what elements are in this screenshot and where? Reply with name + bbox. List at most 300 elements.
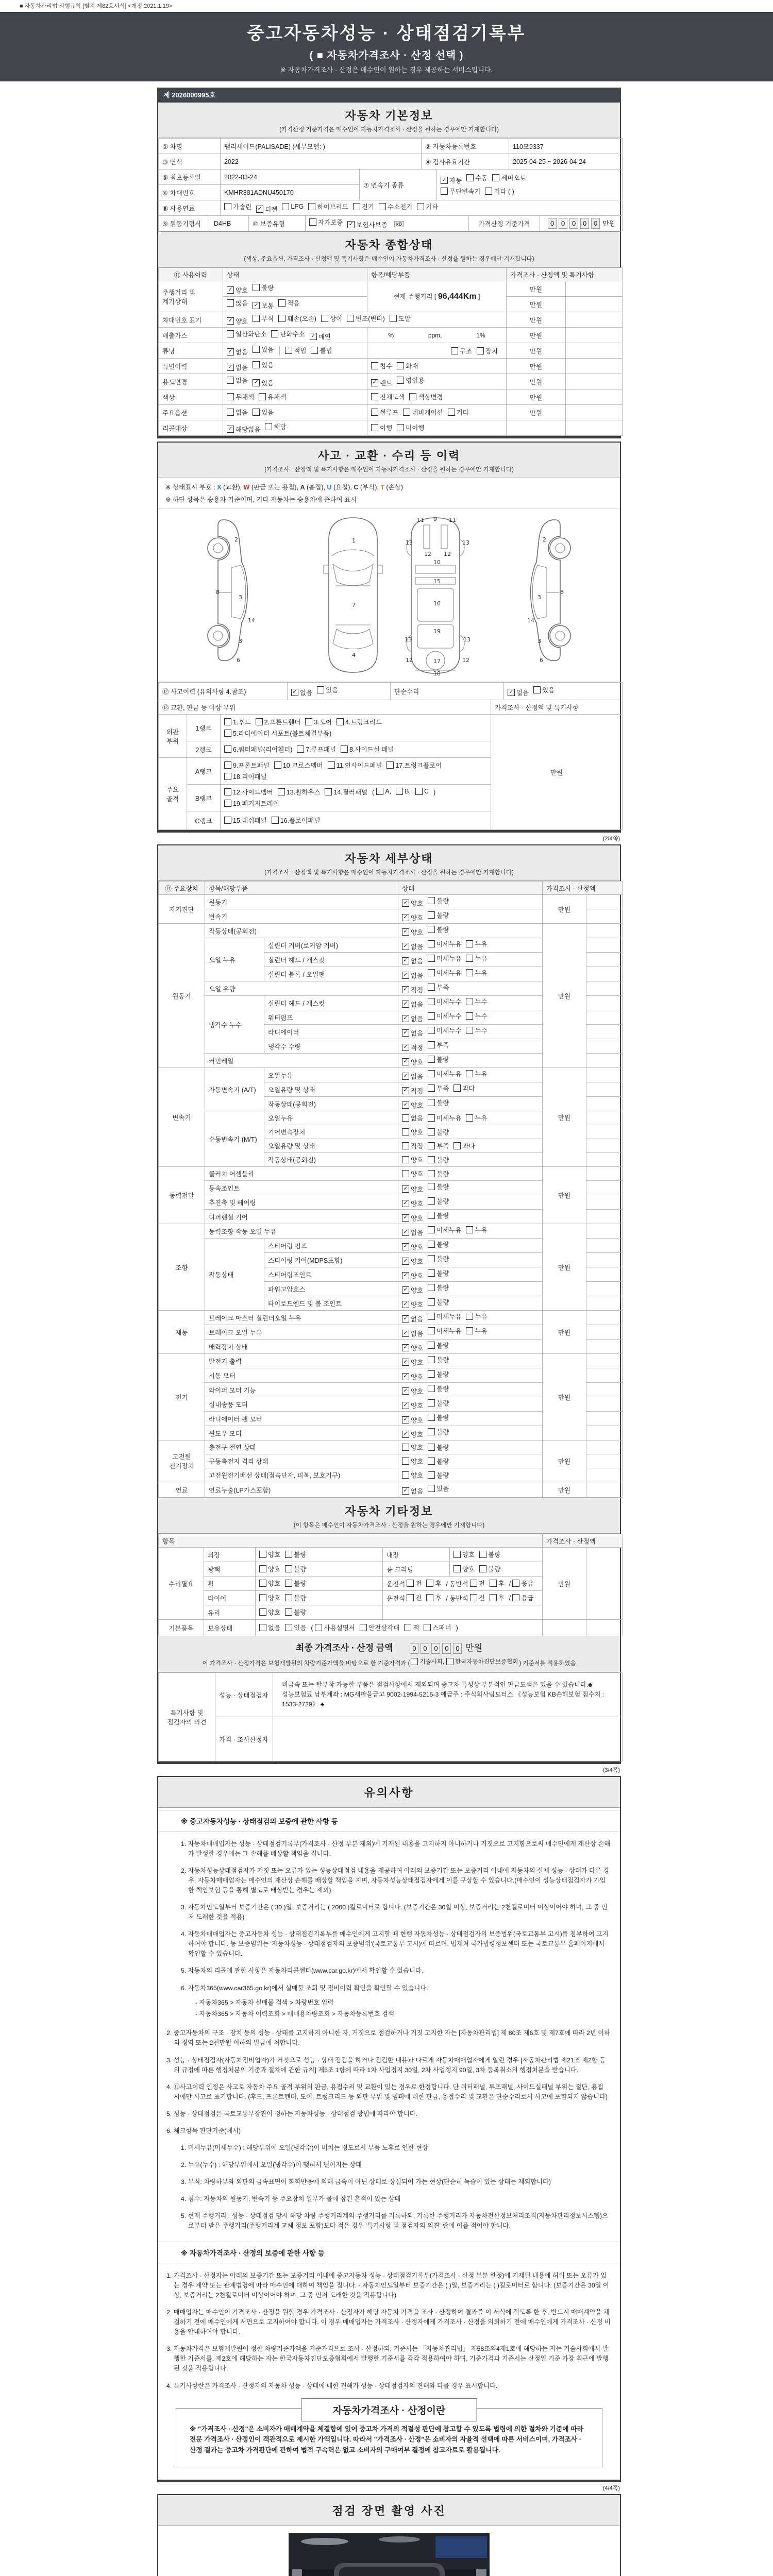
checkbox-unchecked[interactable] [428, 1012, 435, 1020]
checkbox-label: 불량 [436, 1198, 449, 1205]
checkbox-unchecked[interactable] [428, 1156, 435, 1163]
checkbox-checked[interactable]: ✓ [227, 286, 234, 294]
main-option-label: 주요옵션 [159, 405, 223, 420]
item-status [398, 1167, 543, 1181]
item-label: 파워고압호스 [264, 1282, 398, 1296]
checkbox-unchecked[interactable] [253, 346, 260, 353]
checkbox-unchecked[interactable] [512, 1594, 519, 1601]
checkbox-unchecked[interactable] [533, 686, 541, 693]
note-cell [586, 981, 623, 996]
checkbox-unchecked[interactable] [453, 1142, 461, 1149]
checkbox-unchecked[interactable] [224, 773, 231, 780]
checkbox-checked[interactable]: ✓ [402, 1229, 409, 1236]
checkbox-unchecked[interactable] [325, 788, 332, 795]
checkbox-unchecked[interactable] [285, 1624, 292, 1631]
checkbox-unchecked[interactable] [428, 1471, 435, 1479]
checkbox-unchecked[interactable] [466, 1226, 473, 1233]
checkbox-unchecked[interactable] [428, 1142, 435, 1149]
checkbox-unchecked[interactable] [446, 1658, 453, 1665]
checkbox-unchecked[interactable] [224, 745, 231, 753]
checkbox-unchecked[interactable] [426, 1594, 433, 1601]
checkbox-checked[interactable]: ✓ [227, 364, 234, 371]
checkbox-checked[interactable]: ✓ [227, 317, 234, 325]
checkbox-checked[interactable]: ✓ [227, 348, 234, 355]
checkbox-checked[interactable]: ✓ [402, 1001, 409, 1008]
checkbox-unchecked[interactable] [341, 745, 348, 753]
checkbox-unchecked[interactable] [428, 1099, 435, 1106]
item-label: 동력조향 작동 오일 누유 [205, 1224, 398, 1239]
checkbox-unchecked[interactable] [402, 1142, 409, 1149]
note-cell [566, 312, 623, 328]
checkbox-unchecked[interactable] [371, 362, 378, 369]
checkbox-unchecked[interactable] [265, 423, 272, 430]
checkbox-unchecked[interactable] [428, 1385, 435, 1392]
price-cell: 만원 [543, 895, 586, 924]
checkbox-checked[interactable]: ✓ [402, 1402, 409, 1409]
checkbox-unchecked[interactable] [451, 347, 458, 354]
checkbox-unchecked[interactable] [224, 730, 231, 737]
checkbox-unchecked[interactable] [256, 718, 263, 725]
checkbox-unchecked[interactable] [428, 1370, 435, 1378]
checkbox-checked[interactable]: ✓ [291, 689, 298, 696]
checkbox-unchecked[interactable] [409, 393, 416, 400]
checkbox-unchecked[interactable] [397, 362, 404, 369]
price-cell: 만원 [507, 312, 566, 328]
checkbox-unchecked[interactable] [402, 1471, 409, 1479]
checkbox-unchecked[interactable] [253, 284, 260, 291]
col-device: ⑭ 주요장치 [159, 882, 205, 895]
checkbox-unchecked[interactable] [371, 424, 378, 431]
notice-subitem: 3. 부식: 차량하부와 외판의 금속표면이 화학반응에 의해 금속이 아닌 상태로 상실되어 가는 현상(단순히 녹슬어 있는 상태는 제외합니다) [181, 2178, 551, 2185]
checkbox-label: 수소전기 [387, 204, 413, 211]
note-cell [586, 1454, 623, 1468]
checkbox-label: 불량 [436, 1444, 449, 1451]
sub-mt: 수동변속기 (M/T) [205, 1111, 264, 1167]
checkbox-unchecked[interactable] [428, 1183, 435, 1190]
checkbox-unchecked[interactable] [428, 1070, 435, 1077]
checkbox-unchecked[interactable] [278, 788, 285, 795]
note-cell [586, 924, 623, 938]
checkbox-unchecked[interactable] [285, 1565, 292, 1572]
checkbox-label: 4.트렁크리드 [345, 719, 382, 726]
item-status [398, 1440, 543, 1454]
checkbox-checked[interactable]: ✓ [402, 1185, 409, 1193]
checkbox-unchecked[interactable] [297, 745, 304, 753]
item-status [398, 1153, 543, 1167]
checkbox-unchecked[interactable] [428, 1298, 435, 1306]
checkbox-unchecked[interactable] [428, 984, 435, 991]
checkbox-unchecked[interactable] [347, 315, 354, 322]
checkbox-unchecked[interactable] [397, 424, 404, 431]
item-status [398, 1224, 543, 1239]
checkbox-unchecked[interactable] [485, 188, 492, 195]
checkbox-checked[interactable]: ✓ [402, 1387, 409, 1395]
checkbox-unchecked[interactable] [424, 1624, 431, 1631]
checkbox-unchecked[interactable] [309, 218, 316, 226]
checkbox-label: 불량 [436, 1458, 449, 1465]
checkbox-unchecked[interactable] [466, 1027, 473, 1034]
price-cell: 만원 [507, 297, 566, 312]
fuel-label: ⑧ 사용연료 [159, 200, 221, 216]
checkbox-checked[interactable]: ✓ [402, 1272, 409, 1279]
checkbox-unchecked[interactable] [259, 393, 266, 400]
checkbox-unchecked[interactable] [272, 817, 279, 824]
checkbox-label: 8.사이드실 패널 [349, 746, 394, 753]
checkbox-checked[interactable]: ✓ [402, 1431, 409, 1438]
checkbox-unchecked[interactable] [428, 1269, 435, 1277]
notice-item: 2. 매매업자는 매수인이 가격조사 · 산정을 원할 경우 가격조사 · 산정자가 해당 자동차 가격을 조사 · 산정하여 결과를 이 서식에 적도록 한 후, 반드시 매매계약을 체결하기 전에 매수인에게 서면으로 고지하여야 합니다. 이 경우 매매업자는 가격조사 · 산정자에게 가격조사 · 산정을 의뢰하기 전에 매수인에게 가격조사 · 산정 비용을 안내하여야 합니다. [166, 2309, 611, 2336]
checkbox-label: 자동 [449, 177, 462, 184]
checkbox-unchecked[interactable] [402, 1444, 409, 1451]
checkbox-unchecked[interactable] [253, 361, 260, 368]
checkbox-unchecked[interactable] [227, 409, 234, 416]
checkbox-unchecked[interactable] [227, 299, 234, 307]
checkbox-unchecked[interactable] [407, 1580, 414, 1587]
checkbox-checked[interactable]: ✓ [402, 1029, 409, 1037]
checkbox-label: 미세누유 [436, 970, 462, 977]
checkbox-unchecked[interactable] [490, 1594, 497, 1601]
checkbox-unchecked[interactable] [428, 1485, 435, 1492]
checkbox-unchecked[interactable] [315, 1624, 322, 1631]
note-cell [586, 1025, 623, 1039]
checkbox-checked[interactable]: ✓ [253, 379, 260, 386]
checkbox-unchecked[interactable] [428, 969, 435, 976]
checkbox-unchecked[interactable] [466, 1070, 473, 1077]
checkbox-unchecked[interactable] [428, 1197, 435, 1205]
checkbox-unchecked[interactable] [397, 377, 404, 384]
note-cell [586, 1620, 623, 1636]
checkbox-unchecked[interactable] [470, 1580, 477, 1587]
checkbox-checked[interactable]: ✓ [402, 1200, 409, 1207]
checkbox-checked[interactable]: ✓ [402, 914, 409, 921]
checkbox-unchecked[interactable] [428, 940, 435, 947]
checkbox-label: 불량 [436, 1256, 449, 1263]
group-fuel: 연료 [159, 1482, 205, 1498]
checkbox-unchecked[interactable] [259, 1580, 266, 1587]
checkbox-unchecked[interactable] [396, 788, 403, 795]
checkbox-unchecked[interactable] [453, 1084, 461, 1092]
price-cell: 만원 [543, 1548, 586, 1620]
checkbox-unchecked[interactable] [428, 955, 435, 962]
checkbox-unchecked[interactable] [428, 1284, 435, 1291]
checkbox-unchecked[interactable] [337, 718, 344, 725]
checkbox-label: 없음 [411, 1316, 424, 1323]
checkbox-checked[interactable]: ✓ [371, 379, 378, 386]
checkbox-unchecked[interactable] [224, 718, 231, 725]
checkbox-unchecked[interactable] [428, 998, 435, 1005]
price-cell: 만원 [543, 1068, 586, 1167]
checkbox-unchecked[interactable] [402, 1128, 409, 1136]
checkbox-checked[interactable]: ✓ [402, 1258, 409, 1265]
checkbox-label: 없음 [411, 1073, 424, 1080]
checkbox-label: 불량 [436, 1414, 449, 1421]
item-status [398, 1082, 543, 1097]
checkbox-label: 양호 [411, 1273, 424, 1280]
checkbox-unchecked[interactable] [259, 1551, 266, 1558]
checkbox-unchecked[interactable] [428, 1327, 435, 1334]
checkbox-checked[interactable]: ✓ [253, 302, 260, 309]
checkbox-unchecked[interactable] [415, 788, 423, 795]
checkbox-checked[interactable]: ✓ [402, 928, 409, 936]
checkbox-unchecked[interactable] [224, 788, 231, 795]
checkbox-label: 불량 [436, 1099, 449, 1107]
fuel-options [221, 200, 623, 216]
checkbox-unchecked[interactable] [285, 1608, 292, 1616]
item-status [256, 1591, 383, 1605]
checkbox-label: 미세누유 [436, 1071, 462, 1078]
checkbox-label: 양호 [411, 1200, 424, 1208]
checkbox-unchecked[interactable] [466, 998, 473, 1005]
checkbox-unchecked[interactable] [224, 800, 231, 807]
checkbox-checked[interactable]: ✓ [402, 900, 409, 907]
checkbox-unchecked[interactable] [353, 203, 360, 210]
svg-text:12: 12 [424, 551, 431, 557]
note-cell [586, 1440, 623, 1454]
checkbox-checked[interactable]: ✓ [402, 957, 409, 964]
checkbox-checked[interactable]: ✓ [402, 1373, 409, 1380]
svg-text:12: 12 [406, 657, 413, 664]
item-label: 브레이크 마스터 실린더오일 누유 [205, 1311, 398, 1325]
checkbox-unchecked[interactable] [428, 911, 435, 919]
checkbox-unchecked[interactable] [453, 1551, 461, 1558]
checkbox-unchecked[interactable] [305, 718, 312, 725]
checkbox-unchecked[interactable] [428, 1056, 435, 1063]
checkbox-label: 양호 [268, 1551, 281, 1558]
notice-item: 3. 자동차가격은 보험개발원이 정한 차량기준가액을 기준가격으로 조사 · 산정하되, 기준서는 「자동차관리법」 제58조의4제1호에 해당하는 자는 기술사회에서 발행한 기준서를, 제2호에 해당하는 자는 한국자동차진단보증협회에서 발행한 기준서를 각각 적용하여야 하며, 기준가격과 기준서는 산정일 기준 가장 최근에 발행된 것을 적용합니다. [166, 2345, 609, 2372]
rank2-items [221, 741, 491, 758]
checkbox-unchecked[interactable] [224, 817, 231, 824]
checkbox-unchecked[interactable] [402, 1114, 409, 1122]
checkbox-checked[interactable]: ✓ [402, 1359, 409, 1366]
checkbox-unchecked[interactable] [278, 299, 285, 307]
checkbox-label: 사용설명서 [324, 1624, 355, 1632]
checkbox-checked[interactable]: ✓ [508, 689, 515, 696]
checkbox-checked[interactable]: ✓ [402, 1315, 409, 1323]
checkbox-unchecked[interactable] [470, 1594, 477, 1601]
checkbox-unchecked[interactable] [428, 926, 435, 933]
checkbox-label: 불량 [436, 926, 449, 934]
checkbox-unchecked[interactable] [224, 761, 231, 769]
checkbox-unchecked[interactable] [402, 1458, 409, 1465]
checkbox-unchecked[interactable] [428, 1428, 435, 1435]
checkbox-checked[interactable]: ✓ [402, 1058, 409, 1065]
checkbox-unchecked[interactable] [477, 347, 484, 354]
checkbox-unchecked[interactable] [371, 393, 378, 400]
checkbox-unchecked[interactable] [402, 1156, 409, 1163]
color-parts [367, 389, 507, 405]
checkbox-unchecked[interactable] [428, 1114, 435, 1122]
checkbox-checked[interactable]: ✓ [310, 333, 317, 340]
checkbox-unchecked[interactable] [492, 174, 499, 181]
checkbox-label: 양호 [411, 1258, 424, 1265]
item-label: 작동상태(공회전) [264, 1153, 398, 1167]
checkbox-checked[interactable]: ✓ [402, 1015, 409, 1022]
checkbox-checked[interactable]: ✓ [402, 1243, 409, 1250]
checkbox-unchecked[interactable] [403, 409, 410, 416]
checkbox-unchecked[interactable] [428, 1342, 435, 1349]
checkbox-unchecked[interactable] [466, 940, 473, 947]
checkbox-checked[interactable]: ✓ [402, 1044, 409, 1051]
checkbox-checked[interactable]: ✓ [441, 177, 448, 184]
checkbox-unchecked[interactable] [371, 409, 378, 416]
base-price-value: 0 0 0 0 0 만원 [540, 216, 623, 231]
note-cell [566, 343, 623, 359]
checkbox-checked[interactable]: ✓ [402, 1087, 409, 1094]
checkbox-label: 있음 [261, 380, 274, 387]
checkbox-unchecked[interactable] [328, 761, 335, 769]
checkbox-label: 9.프론트패널 [233, 762, 270, 769]
checkbox-unchecked[interactable] [404, 1624, 411, 1631]
checkbox-unchecked[interactable] [428, 1226, 435, 1233]
opinion-table [158, 1672, 623, 1761]
checkbox-unchecked[interactable] [278, 315, 285, 322]
checkbox-unchecked[interactable] [259, 1624, 266, 1631]
checkbox-unchecked[interactable] [428, 1170, 435, 1177]
checkbox-unchecked[interactable] [490, 1580, 497, 1587]
checkbox-unchecked[interactable] [428, 1458, 435, 1465]
checkbox-checked[interactable]: ✓ [402, 1416, 409, 1423]
checkbox-checked[interactable]: ✓ [402, 1487, 409, 1495]
checkbox-unchecked[interactable] [466, 1012, 473, 1020]
checkbox-unchecked[interactable] [426, 1580, 433, 1587]
checkbox-unchecked[interactable] [466, 955, 473, 962]
checkbox-unchecked[interactable] [227, 330, 234, 337]
checkbox-checked[interactable]: ✓ [402, 1344, 409, 1351]
note-cell [586, 1082, 623, 1097]
item-status [398, 1383, 543, 1397]
checkbox-unchecked[interactable] [428, 1444, 435, 1451]
checkbox-unchecked[interactable] [285, 347, 292, 354]
checkbox-unchecked[interactable] [428, 1128, 435, 1136]
checkbox-checked[interactable]: ✓ [256, 206, 263, 213]
checkbox-unchecked[interactable] [402, 1170, 409, 1177]
checkbox-unchecked[interactable] [274, 761, 281, 769]
checkbox-unchecked[interactable] [428, 1241, 435, 1248]
checkbox-unchecked[interactable] [428, 1414, 435, 1421]
checkbox-unchecked[interactable] [253, 315, 260, 322]
note-cell [586, 1311, 623, 1325]
checkbox-unchecked[interactable] [308, 203, 315, 210]
checkbox-label: 있음 [326, 687, 339, 694]
checkbox-unchecked[interactable] [428, 1356, 435, 1363]
checkbox-unchecked[interactable] [428, 1041, 435, 1048]
checkbox-unchecked[interactable] [428, 1084, 435, 1092]
note-cell [586, 1224, 623, 1239]
checkbox-unchecked[interactable] [466, 1313, 473, 1320]
checkbox-label: 누유 [475, 941, 488, 948]
checkbox-unchecked[interactable] [360, 1624, 367, 1631]
checkbox-label: 누유 [475, 1227, 488, 1234]
checkbox-label: 불량 [488, 1566, 501, 1573]
checkbox-checked[interactable]: ✓ [227, 426, 234, 433]
note-cell [586, 1125, 623, 1139]
checkbox-unchecked[interactable] [253, 409, 260, 416]
checkbox-unchecked[interactable] [428, 1212, 435, 1219]
mileage-status-options [223, 281, 367, 297]
checkbox-label: 누수 [475, 998, 488, 1006]
checkbox-unchecked[interactable] [282, 203, 289, 210]
checkbox-label: 없음 [236, 364, 248, 371]
checkbox-checked[interactable]: ✓ [402, 1101, 409, 1109]
checkbox-label: 색상변경 [418, 394, 443, 401]
first-reg-value: 2022-03-24 [221, 170, 360, 185]
checkbox-unchecked[interactable] [428, 1399, 435, 1406]
checkbox-unchecked[interactable] [376, 788, 383, 795]
group-steering: 조향 [159, 1224, 205, 1311]
checkbox-checked[interactable]: ✓ [402, 1073, 409, 1080]
checkbox-checked[interactable]: ✓ [402, 986, 409, 993]
checkbox-unchecked[interactable] [379, 203, 386, 210]
checkbox-label: 누유 [475, 970, 488, 977]
checkbox-unchecked[interactable] [466, 174, 474, 181]
checkbox-unchecked[interactable] [453, 1565, 461, 1572]
checkbox-unchecked[interactable] [466, 1327, 473, 1334]
note-cell [586, 909, 623, 924]
checkbox-checked[interactable]: ✓ [402, 1301, 409, 1308]
checkbox-checked[interactable]: ✓ [402, 1214, 409, 1222]
checkbox-unchecked[interactable] [386, 761, 394, 769]
checkbox-checked[interactable]: ✓ [402, 1286, 409, 1294]
checkbox-unchecked[interactable] [227, 393, 234, 400]
checkbox-unchecked[interactable] [285, 1551, 292, 1558]
checkbox-unchecked[interactable] [428, 1255, 435, 1262]
checkbox-unchecked[interactable] [259, 1594, 266, 1601]
checkbox-label: 영업용 [406, 377, 425, 384]
checkbox-unchecked[interactable] [411, 1658, 418, 1665]
checkbox-unchecked[interactable] [390, 315, 397, 322]
checkbox-unchecked[interactable] [428, 897, 435, 904]
mileage-km: 96,444Km [438, 292, 477, 301]
checkbox-unchecked[interactable] [417, 203, 424, 210]
emission-options [223, 328, 367, 343]
wheel-positions: 운전석 전 후 / 동반석 전 후 / 응급 [383, 1577, 543, 1591]
checkbox-unchecked[interactable] [285, 1580, 292, 1587]
checkbox-unchecked[interactable] [259, 1608, 266, 1616]
rank1-items [221, 715, 491, 741]
checkbox-label: 양호 [268, 1580, 281, 1587]
checkbox-unchecked[interactable] [428, 1027, 435, 1034]
checkbox-unchecked[interactable] [448, 409, 455, 416]
checkbox-unchecked[interactable] [479, 1551, 486, 1558]
checkbox-unchecked[interactable] [466, 1114, 473, 1122]
note-cell [586, 1282, 623, 1296]
checkbox-checked[interactable]: ✓ [402, 1330, 409, 1337]
checkbox-unchecked[interactable] [512, 1580, 519, 1587]
checkbox-unchecked[interactable] [227, 377, 234, 384]
checkbox-unchecked[interactable] [441, 188, 448, 195]
checkbox-unchecked[interactable] [428, 1313, 435, 1320]
checkbox-unchecked[interactable] [321, 315, 328, 322]
checkbox-label: 양호 [411, 1215, 424, 1222]
checkbox-unchecked[interactable] [259, 1565, 266, 1572]
checkbox-unchecked[interactable] [311, 347, 318, 354]
checkbox-checked[interactable]: ✓ [402, 972, 409, 979]
checkbox-unchecked[interactable] [224, 203, 231, 210]
checkbox-checked[interactable]: ✓ [347, 221, 355, 228]
checkbox-unchecked[interactable] [479, 1565, 486, 1572]
checkbox-unchecked[interactable] [466, 969, 473, 976]
checkbox-label: 누유 [475, 955, 488, 962]
checkbox-unchecked[interactable] [271, 330, 278, 337]
checkbox-unchecked[interactable] [317, 686, 324, 693]
checkbox-unchecked[interactable] [285, 1594, 292, 1601]
price-cell: 만원 [543, 1482, 586, 1498]
checkbox-checked[interactable]: ✓ [402, 943, 409, 950]
checkbox-unchecked[interactable] [407, 1594, 414, 1601]
final-price-label: 최종 가격조사 · 산정 금액 [295, 1643, 393, 1653]
checkbox-label: 양호 [411, 929, 424, 936]
notice-subitem: 1. 미세누유(미세누수) : 해당부위에 오일(냉각수)이 비치는 정도로서 부품 노후로 인한 현상 [181, 2144, 428, 2151]
